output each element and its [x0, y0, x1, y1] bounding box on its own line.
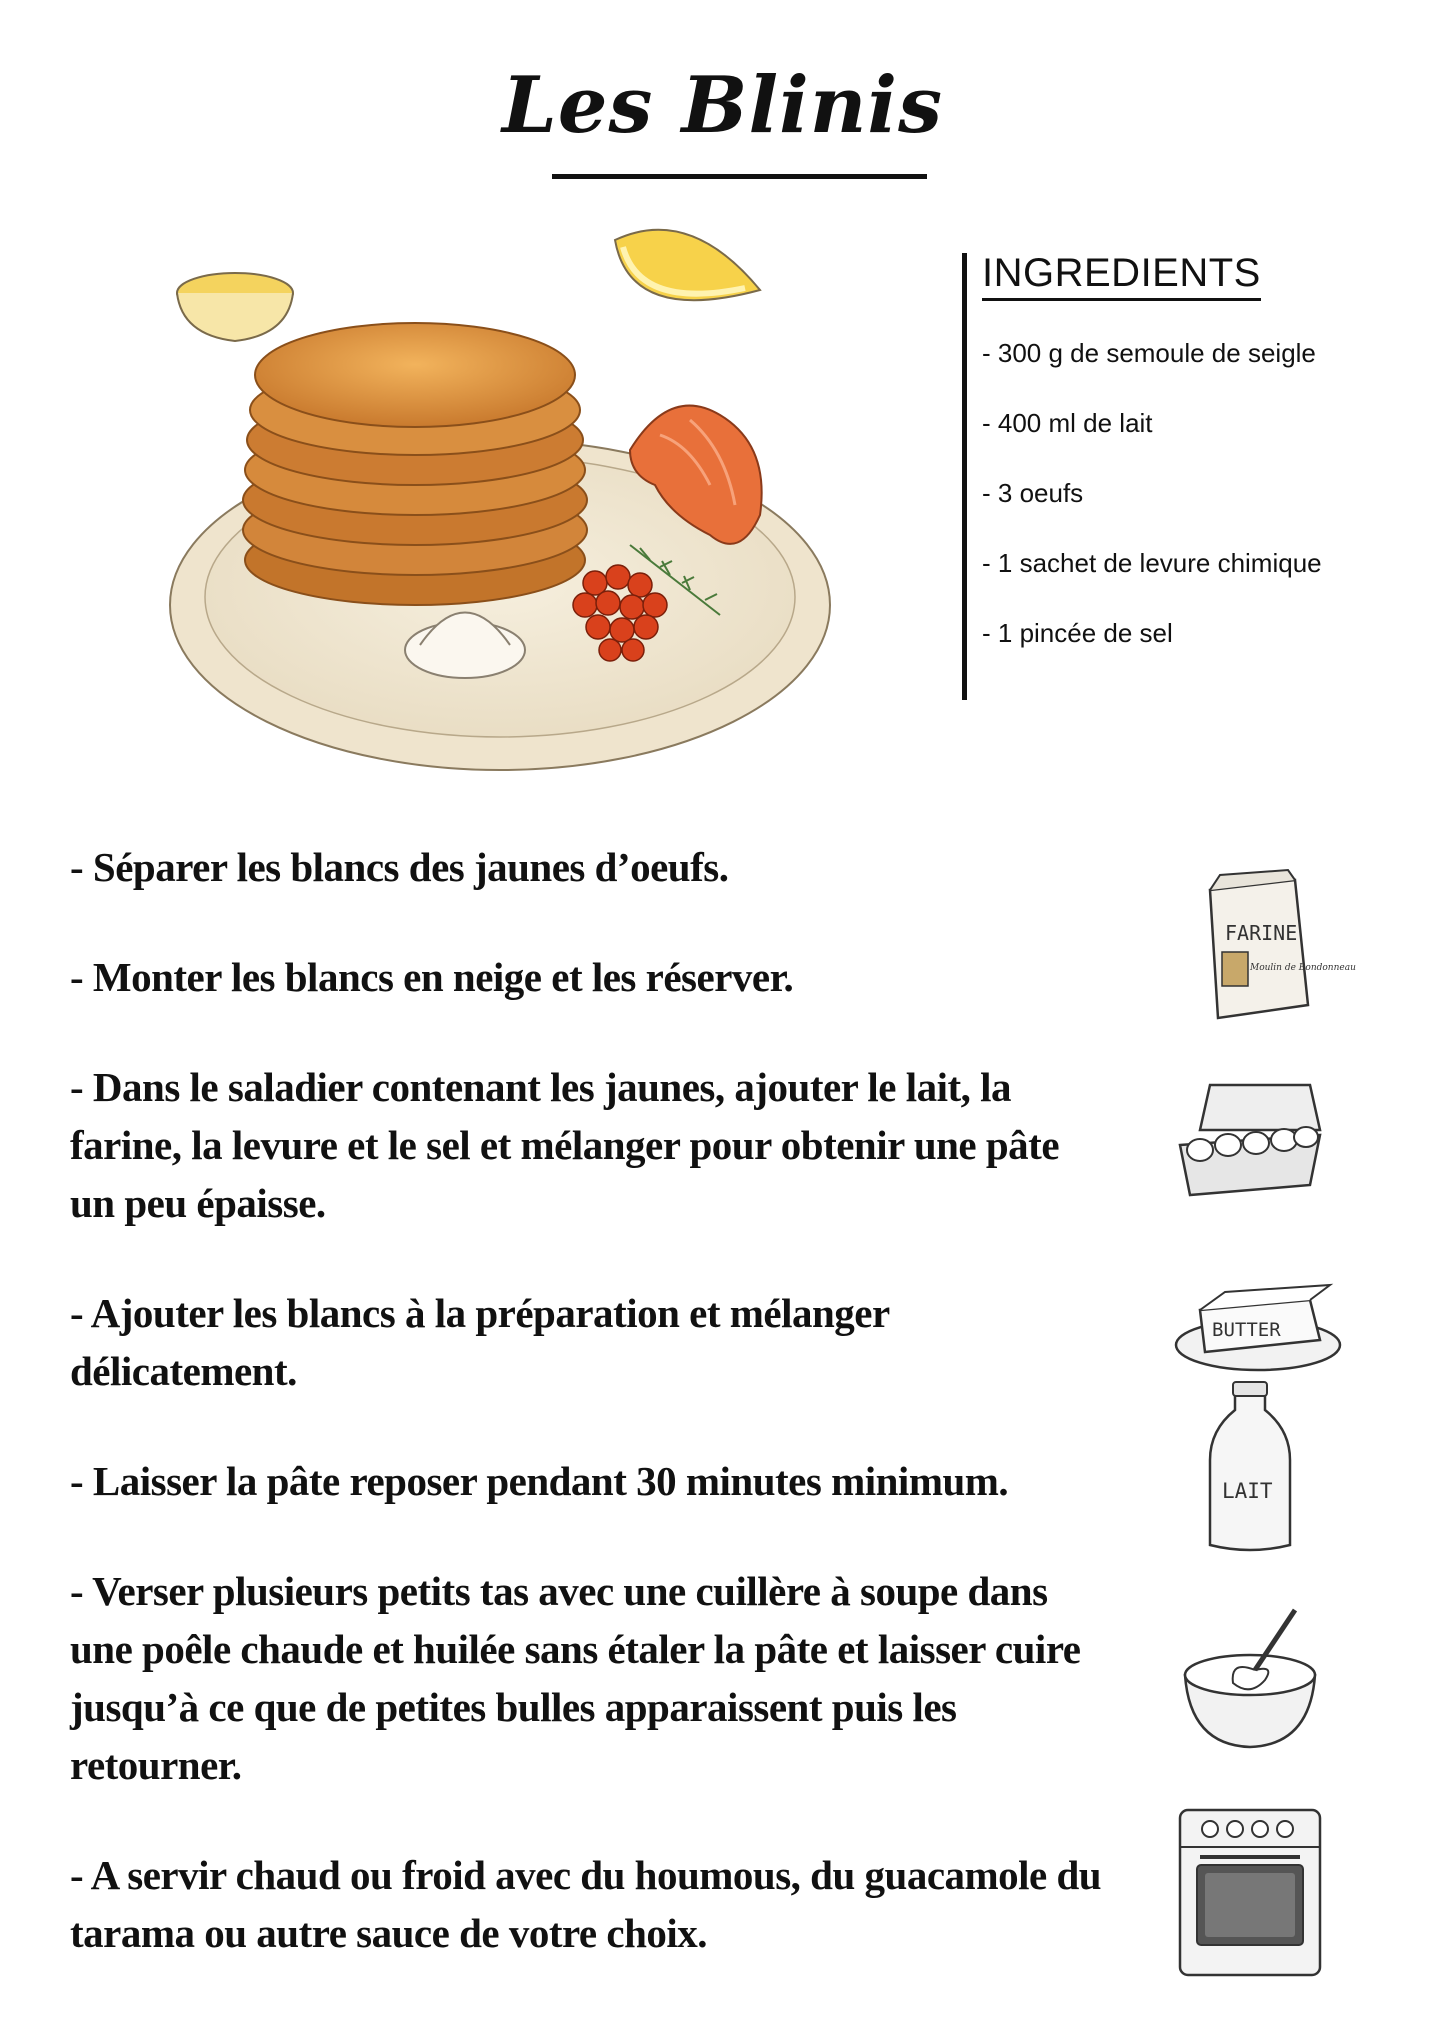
flour-brand: Moulin de Bondonneau [1250, 963, 1356, 973]
recipe-step: - A servir chaud ou froid avec du houmous, du guacamole du tarama ou autre sauce de votre choix. [70, 1852, 1102, 1956]
ingredient-item: - 400 ml de lait [982, 408, 1153, 438]
ingredients-heading: INGREDIENTS [982, 250, 1261, 301]
page-title: Les Blinis [502, 60, 943, 151]
ingredient-item: - 1 sachet de levure chimique [982, 548, 1322, 578]
milk-label: LAIT [1222, 1479, 1273, 1503]
ingredients-list [982, 336, 1422, 686]
recipe-step: - Séparer les blancs des jaunes d’oeufs. [70, 844, 729, 890]
recipe-step: - Verser plusieurs petits tas avec une cuillère à soupe dans une poêle chaude et huilée sans étaler la pâte et laisser cuire jusqu’à ce que de petites bulles apparaissent puis les retourner. [70, 1568, 1081, 1788]
butter-label: BUTTER [1212, 1319, 1281, 1341]
recipe-step: - Dans le saladier contenant les jaunes, ajouter le lait, la farine, la levure et le sel et mélanger pour obtenir une pâte un peu épaisse. [70, 1064, 1060, 1226]
egg-carton-icon [1170, 1075, 1330, 1205]
recipe-step: - Laisser la pâte reposer pendant 30 minutes minimum. [70, 1458, 1009, 1504]
blinis-plate-illustration [70, 185, 970, 785]
flour-bag-icon [1190, 870, 1356, 1020]
recipe-step: - Monter les blancs en neige et les réserver. [70, 954, 794, 1000]
ingredient-item: - 3 oeufs [982, 478, 1084, 508]
whisk-bowl-icon [1175, 1605, 1325, 1755]
butter-dish-icon [1170, 1270, 1345, 1380]
oven-icon [1175, 1805, 1325, 1980]
ingredient-item: - 1 pincée de sel [982, 618, 1173, 648]
ingredient-item: - 300 g de semoule de seigle [982, 338, 1316, 368]
title-underline [552, 174, 927, 179]
flour-label: FARINE [1225, 921, 1298, 945]
ingredients-divider [962, 253, 967, 700]
recipe-step: - Ajouter les blancs à la préparation et mélanger délicatement. [70, 1290, 889, 1394]
recipe-steps [70, 838, 1130, 2014]
milk-bottle-icon [1200, 1380, 1300, 1555]
